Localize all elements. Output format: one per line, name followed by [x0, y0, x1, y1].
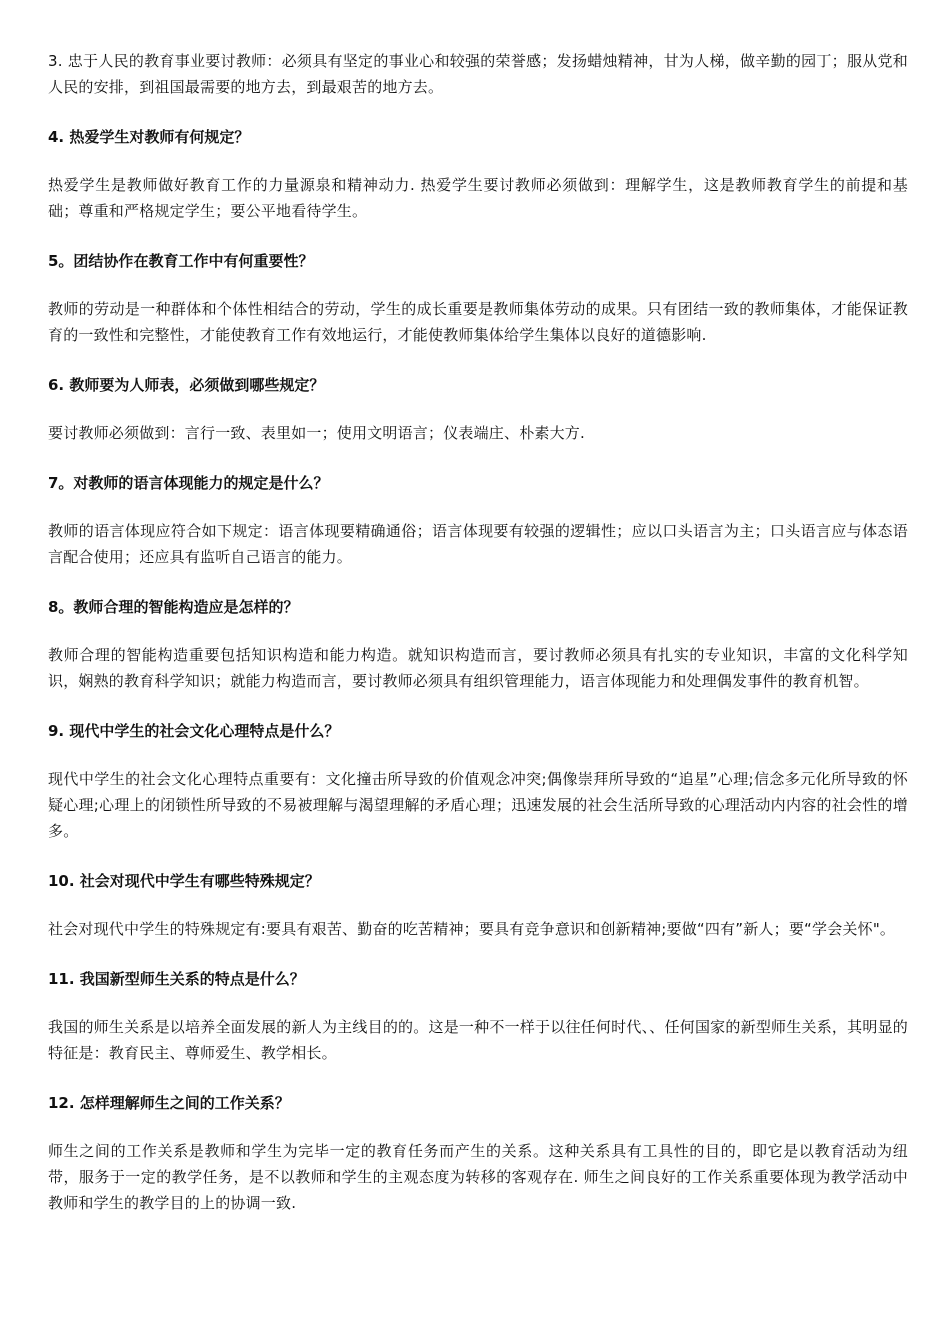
question-heading-4: 4. 热爱学生对教师有何规定？: [48, 128, 250, 146]
answer-paragraph-6: 要讨教师必须做到：言行一致、表里如一；使用文明语言；仪表端庄、朴素大方.: [48, 424, 585, 442]
answer-paragraph-11: 我国的师生关系是以培养全面发展的新人为主线目的的。这是一种不一样于以往任何时代、、任何国家的新型师生关系，其明显的特征是：教育民主、尊师爱生、教学相长。: [48, 1018, 908, 1062]
answer-paragraph-4: 热爱学生是教师做好教育工作的力量源泉和精神动力. 热爱学生要讨教师必须做到：理解学生，这是教师教育学生的前提和基础；尊重和严格规定学生；要公平地看待学生。: [48, 176, 908, 220]
answer-paragraph-3: 3. 忠于人民的教育事业要讨教师：必须具有坚定的事业心和较强的荣誉感；发扬蜡烛精神，甘为人梯，做辛勤的园丁；服从党和人民的安排，到祖国最需要的地方去，到最艰苦的地方去。: [48, 52, 908, 96]
question-heading-12: 12. 怎样理解师生之间的工作关系？: [48, 1094, 290, 1112]
answer-paragraph-8: 教师合理的智能构造重要包括知识构造和能力构造。就知识构造而言，要讨教师必须具有扎实的专业知识，丰富的文化科学知识，娴熟的教育科学知识；就能力构造而言，要讨教师必须具有组织管理能力，语言体现能力和处理偶发事件的教育机智。: [48, 646, 908, 690]
answer-paragraph-9: 现代中学生的社会文化心理特点重要有：文化撞击所导致的价值观念冲突;偶像崇拜所导致的“追星”心理;信念多元化所导致的怀疑心理;心理上的闭锁性所导致的不易被理解与渴望理解的矛盾心理；迅速发展的社会生活所导致的心理活动内内容的社会性的增多。: [48, 770, 908, 840]
question-heading-10: 10. 社会对现代中学生有哪些特殊规定？: [48, 872, 320, 890]
question-heading-7: 7。对教师的语言体现能力的规定是什么？: [48, 474, 329, 492]
question-heading-5: 5。团结协作在教育工作中有何重要性？: [48, 252, 314, 270]
answer-paragraph-7: 教师的语言体现应符合如下规定：语言体现要精确通俗；语言体现要有较强的逻辑性；应以口头语言为主；口头语言应与体态语言配合使用；还应具有监听自己语言的能力。: [48, 522, 908, 566]
document-body: [48, 48, 908, 1216]
answer-paragraph-12: 师生之间的工作关系是教师和学生为完毕一定的教育任务而产生的关系。这种关系具有工具性的目的，即它是以教育活动为纽带，服务于一定的教学任务，是不以教师和学生的主观态度为转移的客观存在. 师生之间良好的工作关系重要体现为教学活动中教师和学生的教学目的上的协调一致.: [48, 1142, 908, 1212]
question-heading-8: 8。教师合理的智能构造应是怎样的？: [48, 598, 299, 616]
question-heading-6: 6. 教师要为人师表，必须做到哪些规定？: [48, 376, 325, 394]
answer-paragraph-10: 社会对现代中学生的特殊规定有:要具有艰苦、勤奋的吃苦精神；要具有竞争意识和创新精神;要做“四有”新人；要“学会关怀"。: [48, 920, 896, 938]
answer-paragraph-5: 教师的劳动是一种群体和个体性相结合的劳动，学生的成长重要是教师集体劳动的成果。只有团结一致的教师集体，才能保证教育的一致性和完整性，才能使教育工作有效地运行，才能使教师集体给学生集体以良好的道德影响.: [48, 300, 908, 344]
question-heading-11: 11. 我国新型师生关系的特点是什么？: [48, 970, 305, 988]
question-heading-9: 9. 现代中学生的社会文化心理特点是什么？: [48, 722, 340, 740]
